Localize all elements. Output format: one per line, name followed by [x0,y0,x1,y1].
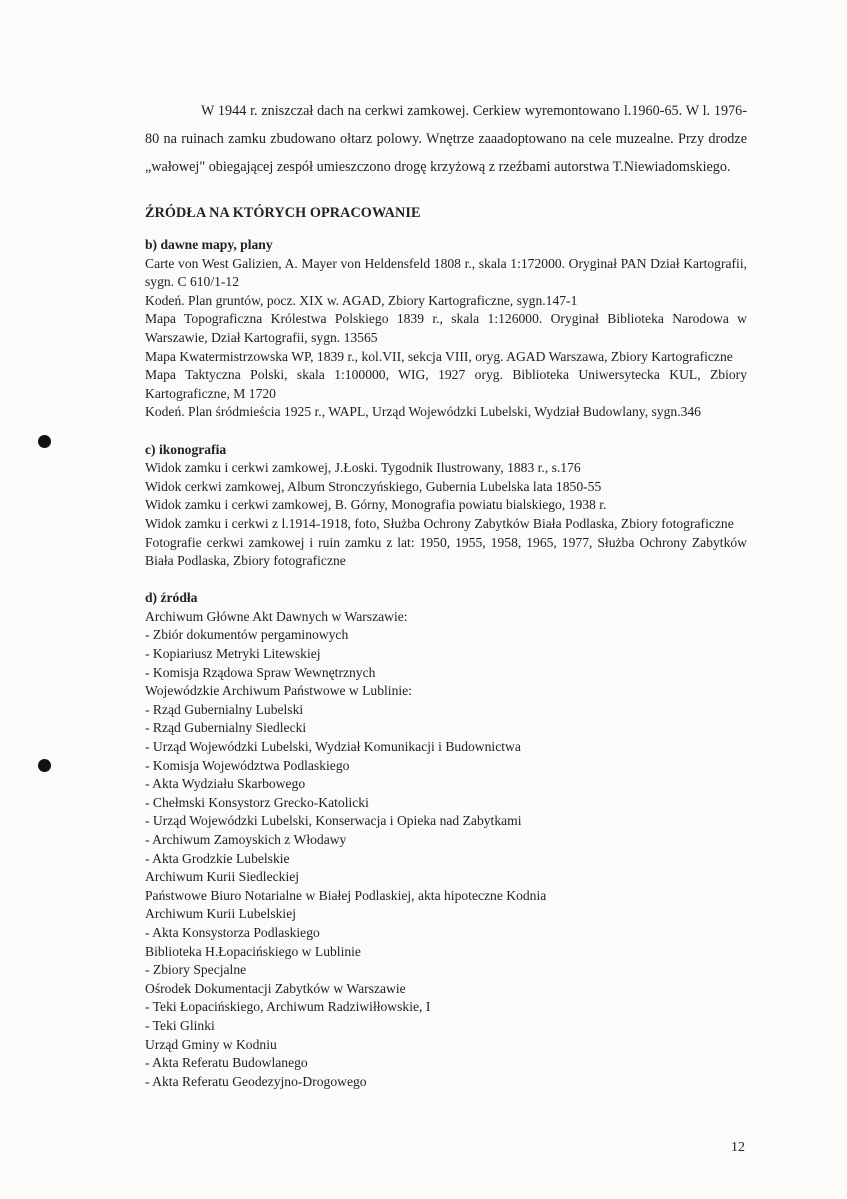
source-entry: Biblioteka H.Łopacińskiego w Lublinie [145,943,361,959]
source-entry: - Chełmski Konsystorz Grecko-Katolicki [145,794,369,810]
source-entry: Urząd Gminy w Kodniu [145,1036,277,1052]
source-entry: Ośrodek Dokumentacji Zabytków w Warszawie [145,980,406,996]
source-entry: Widok zamku i cerkwi z l.1914-1918, foto, Służba Ochrony Zabytków Biała Podlaska, Zbiory fotograficzne [145,515,734,531]
source-entry: - Komisja Województwa Podlaskiego [145,757,350,773]
intro-text [145,97,747,181]
source-entry: Widok zamku i cerkwi zamkowej, J.Łoski. Tygodnik Ilustrowany, 1883 r., s.176 [145,460,581,476]
source-entry: - Urząd Wojewódzki Lubelski, Wydział Komunikacji i Budownictwa [145,739,521,755]
source-entry: Widok zamku i cerkwi zamkowej, B. Górny, Monografia powiatu bialskiego, 1938 r. [145,497,607,513]
source-entry: - Kopiariusz Metryki Litewskiej [145,646,321,662]
source-entry: Kodeń. Plan śródmieścia 1925 r., WAPL, Urząd Wojewódzki Lubelski, Wydział Budowlany, sygn.346 [145,404,701,420]
source-entry: - Akta Wydziału Skarbowego [145,776,306,792]
source-entry: - Urząd Wojewódzki Lubelski, Konserwacja i Opieka nad Zabytkami [145,813,522,829]
source-entry: - Rząd Gubernialny Siedlecki [145,720,307,736]
source-entry: - Akta Referatu Budowlanego [145,1055,308,1071]
page-number: 12 [731,1140,745,1155]
punch-hole-mark [38,435,51,448]
intro-paragraph-text: W 1944 r. zniszczał dach na cerkwi zamkowej. Cerkiew wyremontowano l.1960-65. W l. 1976-80 na ruinach zamku zbudowano ołtarz polowy. Wnętrze zaaadoptowano na cele muzealne. Przy drodze „wałowej" obiegającej zespół umieszczono drogę krzyżową z rzeźbami autorstwa T.Niewiadomskiego. [145,103,747,175]
source-entry: Widok cerkwi zamkowej, Album Stronczyńskiego, Gubernia Lubelska lata 1850-55 [145,478,602,494]
source-entry: Kodeń. Plan gruntów, pocz. XIX w. AGAD, Zbiory Kartograficzne, sygn.147-1 [145,292,578,308]
sources-sections [145,236,747,1110]
source-entry: Archiwum Główne Akt Dawnych w Warszawie: [145,608,408,624]
source-entry: - Akta Grodzkie Lubelskie [145,850,290,866]
source-entry: Mapa Kwatermistrzowska WP, 1839 r., kol.VII, sekcja VIII, oryg. AGAD Warszawa, Zbiory Kartograficzne [145,348,733,364]
source-entry: - Akta Konsystorza Podlaskiego [145,924,320,940]
section-title: d) źródła [145,590,198,606]
source-section [145,236,747,422]
sources-heading: ŹRÓDŁA NA KTÓRYCH OPRACOWANIE [145,205,421,221]
source-entry: - Rząd Gubernialny Lubelski [145,701,304,717]
source-section [145,589,747,1091]
source-entry: - Teki Łopacińskiego, Archiwum Radziwiłłowskie, I [145,999,431,1015]
source-entry: - Archiwum Zamoyskich z Włodawy [145,832,347,847]
source-entry: Wojewódzkie Archiwum Państwowe w Lublinie: [145,683,412,699]
source-entry: Carte von West Galizien, A. Mayer von Heldensfeld 1808 r., skala 1:172000. Oryginał PAN Dział Kartografii, sygn. C 610/1-12 [145,255,747,290]
source-section [145,441,747,571]
source-entry: - Zbiory Specjalne [145,962,247,978]
intro-paragraph [145,97,747,181]
source-entry: - Zbiór dokumentów pergaminowych [145,627,349,643]
source-entry: - Akta Referatu Geodezyjno-Drogowego [145,1073,367,1089]
source-entry: Mapa Topograficzna Królestwa Polskiego 1839 r., skala 1:126000. Oryginał Biblioteka Narodowa w Warszawie, Dział Kartografii, sygn. 13565 [145,311,747,345]
section-title: b) dawne mapy, plany [145,237,273,252]
source-entry: - Komisja Rządowa Spraw Wewnętrznych [145,664,376,680]
source-entry: - Teki Glinki [145,1017,215,1033]
source-entry: Archiwum Kurii Siedleckiej [145,869,300,885]
source-entry: Archiwum Kurii Lubelskiej [145,906,297,922]
punch-hole-mark [38,759,51,772]
source-entry: Fotografie cerkwi zamkowej i ruin zamku z lat: 1950, 1955, 1958, 1965, 1977, Służba Ochrony Zabytków Biała Podlaska, Zbiory fotograficzne [145,534,747,569]
source-entry: Mapa Taktyczna Polski, skala 1:100000, WIG, 1927 oryg. Biblioteka Uniwersytecka KUL, Zbiory Kartograficzne, M 1720 [145,367,747,401]
source-entry: Państwowe Biuro Notarialne w Białej Podlaskiej, akta hipoteczne Kodnia [145,887,547,903]
section-title: c) ikonografia [145,441,227,457]
